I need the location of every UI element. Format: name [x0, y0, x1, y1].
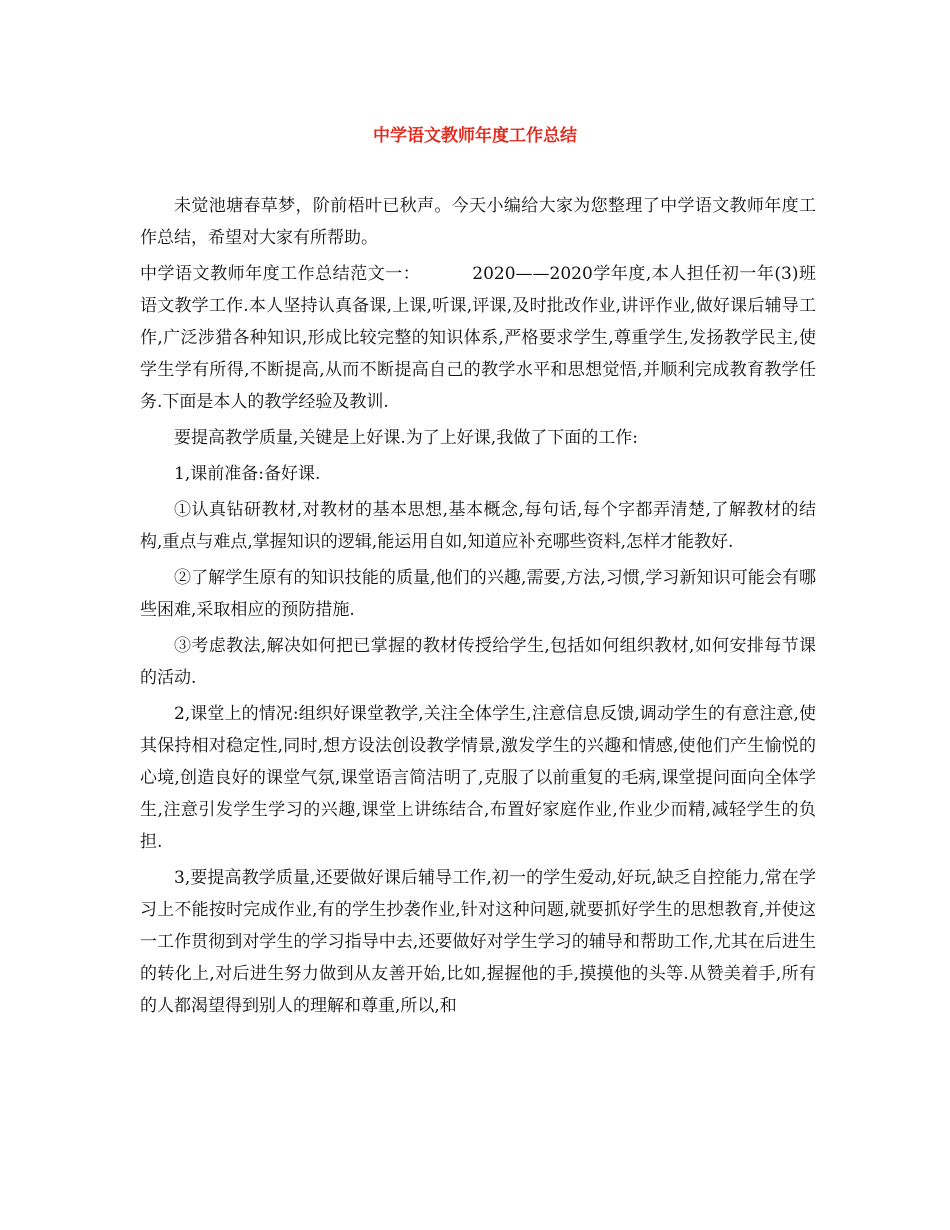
document-body [140, 190, 816, 1026]
paragraph-item-2 [140, 698, 816, 858]
paragraph-text: 1,课前准备:备好课. [174, 464, 321, 484]
paragraph-text: 未觉池塘春草梦，阶前梧叶已秋声。今天小编给大家为您整理了中学语文教师年度工作总结，希望对大家有所帮助。 [140, 196, 816, 248]
paragraph-sample-one [140, 258, 816, 418]
paragraph-text: ③考虑教法,解决如何把已掌握的教材传授给学生,包括如何组织教材,如何安排每节课的活动. [140, 636, 816, 688]
section-lead: 中学语文教师年度工作总结范文一： [140, 264, 421, 284]
document-title: 中学语文教师年度工作总结 [373, 126, 577, 146]
paragraph-subitem-3 [140, 630, 816, 694]
paragraph-text: 3,要提高教学质量,还要做好课后辅导工作,初一的学生爱动,好玩,缺乏自控能力,常在学习上不能按时完成作业,有的学生抄袭作业,针对这种问题,就要抓好学生的思想教育,并使这一工作贯彻到对学生的学习指导中去,还要做好对学生学习的辅导和帮助工作,尤其在后进生的转化上,对后进生努力做到从友善开始,比如,握握他的手,摸摸他的头等.从赞美着手,所有的人都渴望得到别人的理解和尊重,所以,和 [140, 868, 816, 1016]
paragraph-text: 2,课堂上的情况:组织好课堂教学,关注全体学生,注意信息反馈,调动学生的有意注意,使其保持相对稳定性,同时,想方设法创设教学情景,激发学生的兴趣和情感,使他们产生愉悦的心境,创造良好的课堂气氛,课堂语言简洁明了,克服了以前重复的毛病,课堂提问面向全体学生,注意引发学生学习的兴趣,课堂上讲练结合,布置好家庭作业,作业少而精,减轻学生的负担. [140, 704, 816, 852]
paragraph-subitem-2 [140, 562, 816, 626]
paragraph-intro [140, 190, 816, 254]
paragraph-text: 2020——2020学年度,本人担任初一年(3)班语文教学工作.本人坚持认真备课,上课,听课,评课,及时批改作业,讲评作业,做好课后辅导工作,广泛涉猎各种知识,形成比较完整的知识体系,严格要求学生,尊重学生,发扬教学民主,使学生学有所得,不断提高,从而不断提高自己的教学水平和思想觉悟,并顺利完成教育教学任务.下面是本人的教学经验及教训. [140, 264, 817, 412]
paragraph-text: 要提高教学质量,关键是上好课.为了上好课,我做了下面的工作: [174, 428, 638, 448]
paragraph-item-1 [140, 458, 816, 490]
paragraph-subitem-1 [140, 494, 816, 558]
paragraph-text: ②了解学生原有的知识技能的质量,他们的兴趣,需要,方法,习惯,学习新知识可能会有哪些困难,采取相应的预防措施. [140, 568, 816, 620]
paragraph-text: ①认真钻研教材,对教材的基本思想,基本概念,每句话,每个字都弄清楚,了解教材的结构,重点与难点,掌握知识的逻辑,能运用自如,知道应补充哪些资料,怎样才能教好. [140, 500, 816, 552]
paragraph-key-point [140, 422, 816, 454]
paragraph-item-3 [140, 862, 816, 1022]
